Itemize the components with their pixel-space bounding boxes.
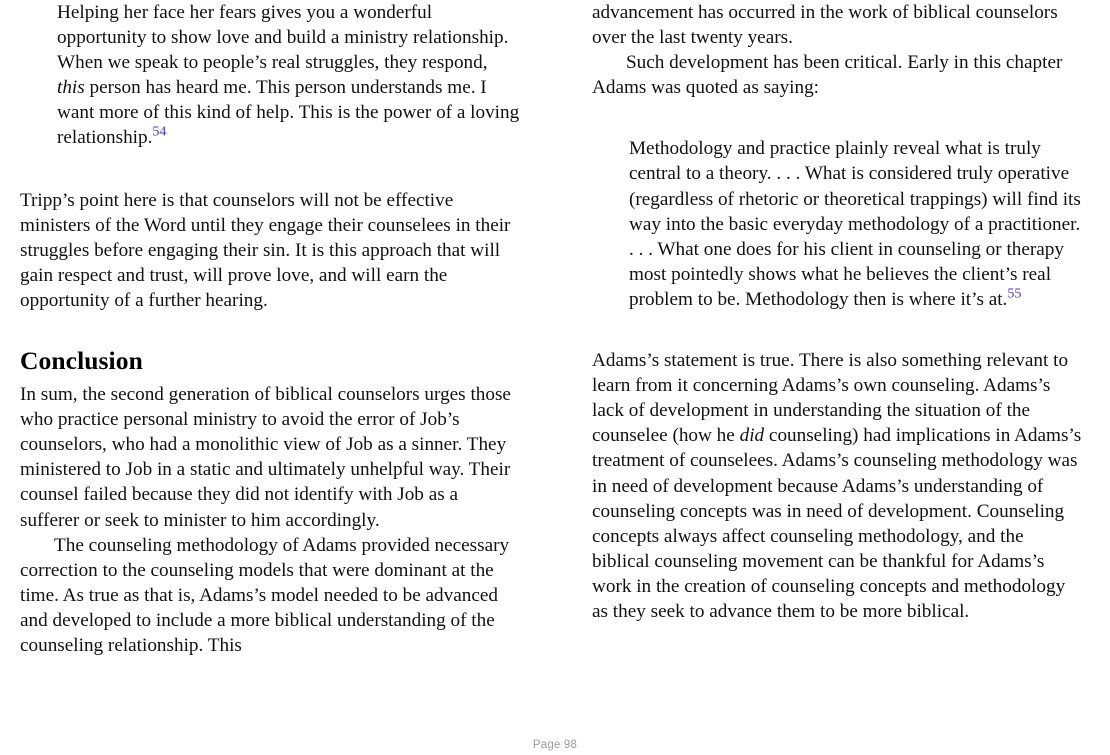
- spacer: [20, 313, 520, 346]
- left-paragraph-tripp-point: Tripp’s point here is that counselors will not be effective ministers of the Word until they engage their counselees in their struggles before engaging their sin. It is this approach that will gain respect and trust, will prove love, and will earn the opportunity of a further hearing.: [20, 189, 511, 311]
- right-paragraph-adams-statement: [592, 348, 1085, 624]
- footnote-ref-55[interactable]: 55: [1007, 286, 1022, 302]
- right-column: [592, 0, 1110, 720]
- left-blockquote-text-part-2: person has heard me. This person understands me. I want more of this kind of help. This is the power of a loving relationship.: [57, 77, 520, 149]
- footnote-ref-54[interactable]: 54: [152, 125, 167, 141]
- left-blockquote-emphasis: this: [57, 77, 85, 99]
- right-paragraph-part-1: Adams’s statement is true. There is also something relevant to learn from it concerning Adams’s own counseling. Adams’s lack of development in understanding the situation of the counselee (how he: [592, 350, 1069, 447]
- section-heading-conclusion: Conclusion: [20, 346, 143, 376]
- left-paragraph-in-sum: In sum, the second generation of biblical counselors urges those who practice personal ministry to avoid the error of Job’s counselors, who had a monolithic view of Job as a sinner. They ministered to Job in a static and ultimately unhelpful way. Their counsel failed because they did not identify with Job as a sufferer or seek to minister to him accordingly.: [20, 384, 511, 531]
- page-number-label: Page 98: [532, 739, 578, 751]
- right-blockquote-body: Methodology and practice plainly reveal what is truly central to a theory. . . . What is considered truly operative (regardless of rhetoric or theoretical trappings) will find its way into the basic everyday methodology of a practitioner. . . . What one does for his client in counseling or therapy most pointedly shows what he believes the client’s real problem to be. Methodology then is where it’s at.: [629, 138, 1081, 310]
- left-column: [0, 0, 520, 720]
- spacer: [592, 100, 1085, 136]
- page-footer: [0, 735, 1110, 753]
- spacer: [20, 151, 520, 188]
- spacer: [592, 312, 1085, 348]
- right-paragraph-part-2: counseling) had implications in Adams’s treatment of counselees. Adams’s counseling methodology was in need of development because Adams’s understanding of counseling concepts was in need of development. Counseling concepts always affect counseling methodology, and the biblical counseling movement can be thankful for Adams’s work in the creation of counseling concepts and methodology as they seek to advance them to be more biblical.: [592, 425, 1082, 622]
- right-paragraph-advancement: advancement has occurred in the work of biblical counselors over the last twenty years.: [592, 2, 1058, 49]
- right-paragraph-such-development: Such development has been critical. Early in this chapter Adams was quoted as saying:: [592, 52, 1063, 99]
- left-paragraph-counseling-methodology: The counseling methodology of Adams provided necessary correction to the counseling models that were dominant at the time. As true as that is, Adams’s model needed to be advanced and developed to include a more biblical understanding of the counseling relationship. This: [20, 534, 510, 656]
- column-gutter: [520, 0, 592, 720]
- left-blockquote: [20, 0, 520, 151]
- right-blockquote: [592, 136, 1085, 312]
- right-paragraph-emphasis: did: [739, 425, 765, 447]
- left-blockquote-text: [57, 0, 520, 151]
- left-blockquote-text-part-1: Helping her face her fears gives you a wonderful opportunity to show love and build a ministry relationship. When we speak to people’s real struggles, they respond,: [57, 2, 509, 74]
- right-blockquote-text: [629, 136, 1085, 312]
